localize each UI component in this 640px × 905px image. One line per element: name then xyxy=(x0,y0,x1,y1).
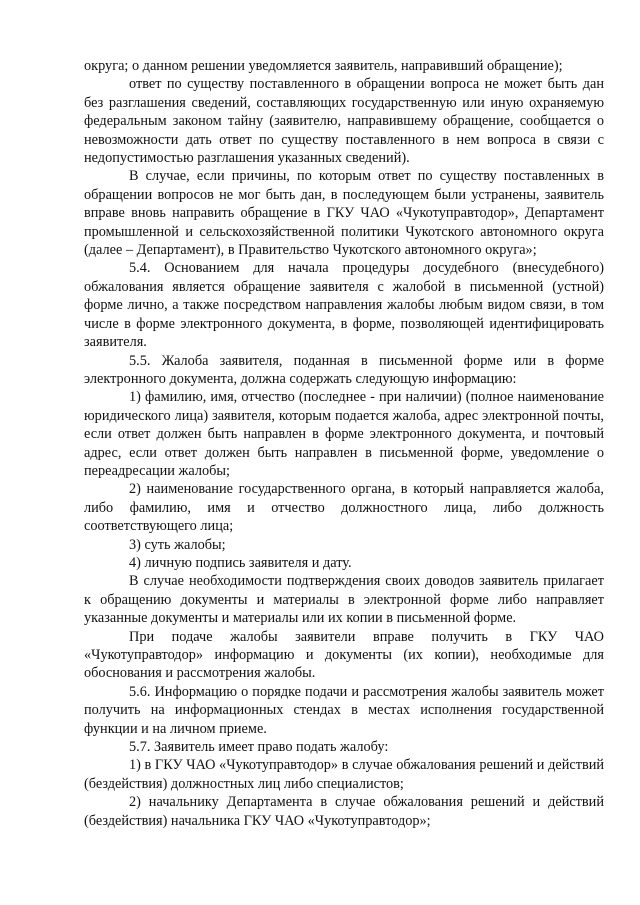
document-page xyxy=(84,57,604,830)
paragraph-7: 2) наименование государственного органа, в который направляется жалоба, либо фамилию, имя и отчество должностного лица, либо должность соответствующего лица; xyxy=(84,481,604,535)
paragraph-12: 5.6. Информацию о порядке подачи и рассмотрения жалобы заявитель может получить на информационных стендах в местах исполнения государственной функции и на личном приеме. xyxy=(84,683,604,737)
paragraph-3: В случае, если причины, по которым ответ по существу поставленных в обращении вопросов не мог быть дан, в последующем были устранены, заявитель вправе вновь направить обращение в ГКУ ЧАО «Чукотуправтодор», Департамент промышленной и сельскохозяйственной политики Чукотского автономного округа (далее – Департамент), в Правительство Чукотского автономного округа»; xyxy=(84,168,604,259)
paragraph-15: 2) начальнику Департамента в случае обжалования решений и действий (бездействия) начальника ГКУ ЧАО «Чукотуправтодор»; xyxy=(84,794,604,829)
paragraph-2: ответ по существу поставленного в обращении вопроса не может быть дан без разглашения сведений, составляющих государственную или иную охраняемую федеральным законом тайну (заявителю, направившему обращение, сообщается о невозможности дать ответ по существу поставленного в нем вопроса в связи с недопустимостью разглашения указанных сведений). xyxy=(84,76,604,167)
paragraph-1: округа; о данном решении уведомляется заявитель, направивший обращение); xyxy=(84,58,563,74)
paragraph-13: 5.7. Заявитель имеет право подать жалобу: xyxy=(129,739,389,756)
paragraph-10: В случае необходимости подтверждения своих доводов заявитель прилагает к обращению документы и материалы в электронной форме либо направляет указанные документы и материалы или их копии в письменной форме. xyxy=(84,573,604,627)
paragraph-8: 3) суть жалобы; xyxy=(129,536,226,553)
paragraph-5: 5.5. Жалоба заявителя, поданная в письменной форме или в форме электронного документа, должна содержать следующую информацию: xyxy=(84,352,604,387)
paragraph-11: При подаче жалобы заявители вправе получить в ГКУ ЧАО «Чукотуправтодор» информацию и документы (их копии), необходимые для обоснования и рассмотрения жалобы. xyxy=(84,628,604,682)
paragraph-14: 1) в ГКУ ЧАО «Чукотуправтодор» в случае обжалования решений и действий (бездействия) должностных лиц либо специалистов; xyxy=(84,757,604,792)
paragraph-4: 5.4. Основанием для начала процедуры досудебного (внесудебного) обжалования является обращение заявителя с жалобой в письменной (устной) форме лично, а также посредством направления жалобы любым видом связи, в том числе в форме электронного документа, в форме, позволяющей идентифицировать заявителя. xyxy=(84,260,604,351)
paragraph-6: 1) фамилию, имя, отчество (последнее - при наличии) (полное наименование юридического лица) заявителя, которым подается жалоба, адрес электронной почты, если ответ должен быть направлен в форме электронного документа, и почтовый адрес, если ответ должен быть направлен в письменной форме, уведомление о переадресации жалобы; xyxy=(84,389,604,479)
paragraph-9: 4) личную подпись заявителя и дату. xyxy=(129,554,352,571)
